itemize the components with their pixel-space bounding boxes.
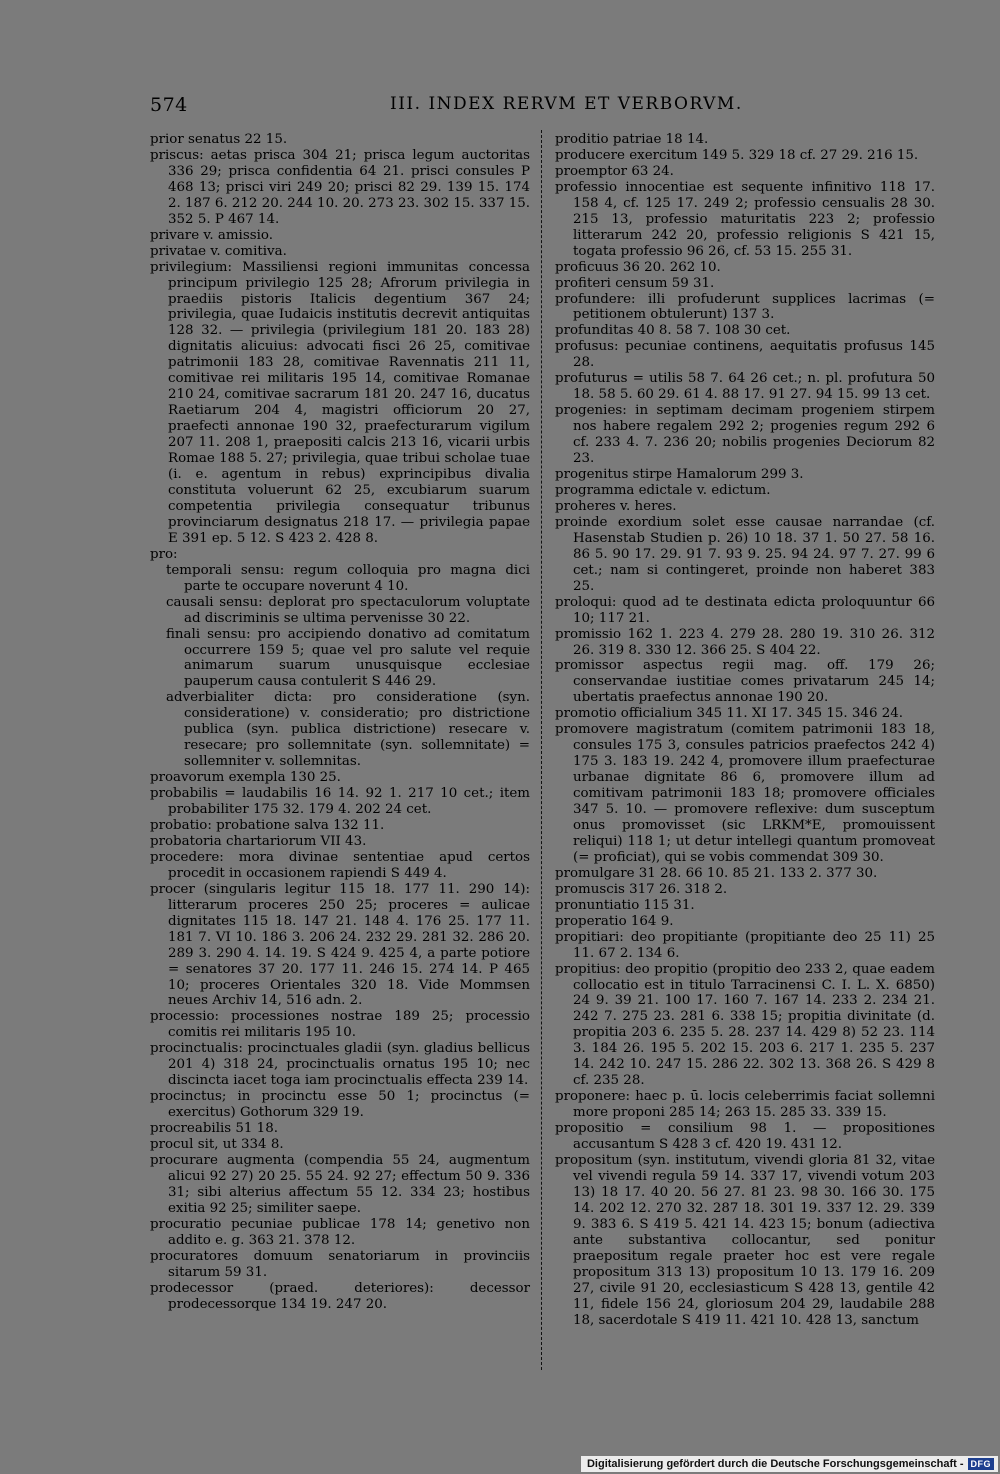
index-entry: profuturus = utilis 58 7. 64 26 cet.; n. pl. profutura 50 18. 58 5. 60 29. 61 4. 88 17. 91 27. 94 15. 99 13 cet. (555, 371, 935, 403)
index-entry: proponere: haec p. ū. locis celeberrimis faciat sollemni more proponi 285 14; 263 15. 285 33. 339 15. (555, 1089, 935, 1121)
index-entry: privatae v. comitiva. (150, 243, 287, 259)
index-entry: procul sit, ut 334 8. (150, 1137, 284, 1153)
index-entry: promissio 162 1. 223 4. 279 28. 280 19. 310 26. 312 26. 319 8. 330 12. 366 25. S 404 22. (555, 626, 935, 658)
funding-footer (581, 1456, 998, 1472)
index-entry: priscus: aetas prisca 304 21; prisca legum auctoritas 336 29; prisca confidentia 64 21. prisci consules P 468 13; prisci viri 249 20; prisci 82 29. 139 15. 174 2. 187 6. 212 20. 244 10. 20. 273 23. 302 15. 337 15. 352 5. P 467 14. (150, 147, 531, 227)
index-entry: promuscis 317 26. 318 2. (555, 881, 728, 897)
page-number: 574 (150, 94, 188, 116)
index-entry: professio innocentiae est sequente infinitivo 118 17. 158 4, cf. 125 17. 249 2; professio censualis 28 30. 215 13, professio maturitatis 223 2; professio litterarum 242 20, professio religionis S 421 15, togata professio 96 26, cf. 53 15. 255 31. (555, 179, 935, 259)
index-entry: procinctus; in procinctu esse 50 1; procinctus (= exercitus) Gothorum 329 19. (150, 1089, 530, 1121)
index-entry: progenitus stirpe Hamalorum 299 3. (555, 467, 804, 483)
index-entry: proinde exordium solet esse causae narrandae (cf. Hasenstab Studien p. 26) 10 18. 37 1. 50 27. 58 16. 86 5. 90 17. 29. 91 7. 93 9. 25. 94 24. 97 7. 27. 99 6 cet.; nam si contingeret, proinde non haberet 383 25. (555, 514, 935, 594)
index-subentry: finali sensu: pro accipiendo donativo ad comitatum occurrere 159 5; quae vel pro salute vel requie animarum suarum unusquisque ecclesiae pauperum causa contulerit S 446 29. (166, 626, 530, 690)
index-entry: probatoria chartariorum VII 43. (150, 833, 367, 849)
index-subentry: adverbialiter dicta: pro consideratione (syn. consideratione) v. consideratio; pro districtione publica (syn. publica districtione) resecare v. resecare; pro sollemnitate (syn. sollemnitate) = sollemniter v. sollemnitas. (166, 690, 530, 770)
index-entry: programma edictale v. edictum. (555, 482, 771, 498)
index-entry: probatio: probatione salva 132 11. (150, 817, 385, 833)
index-entry: probabilis = laudabilis 16 14. 92 1. 217 10 cet.; item probabiliter 175 32. 179 4. 202 24 cet. (150, 786, 530, 818)
index-entry: pronuntiatio 115 31. (555, 897, 695, 913)
dfg-logo: DFG (968, 1458, 995, 1470)
column-divider (541, 130, 543, 1370)
index-entry: proemptor 63 24. (555, 163, 674, 179)
index-entry: proavorum exempla 130 25. (150, 770, 341, 786)
index-entry: privare v. amissio. (150, 227, 273, 243)
index-entry: prodecessor (praed. deteriores): decessor prodecessorque 134 19. 247 20. (150, 1280, 530, 1312)
index-entry: privilegium: Massiliensi regioni immunitas concessa principum privilegio 125 28; Afrorum privilegia in praediis pistoris Italicis degentium 367 24; privilegia, quae Iudaicis institutis decrevit antiquitas 128 32. — privilegia (privilegium 181 20. 183 28) dignitatis alicuius: advocati fisci 26 25, comitivae patrimonii 183 28, comitivae Ravennatis 211 11, comitivae rei militaris 195 14, comitivae Romanae 210 24, comitivae sacrarum 181 20. 247 16, ducatus Raetiarum 204 4, magistri officiorum 20 27, praefecti annonae 190 32, praefecturarum vigilum 207 11. 208 1, praepositi calcis 213 16, vicarii urbis Romae 188 5. 27; privilegia, quae tribui scholae tuae (i. e. agentum in rebus) exprincipibus divalia constituta voluerunt 62 25, excubiarum suarum competentia privilegia consequatur tribunus provinciarum designatus 218 17. — privilegia papae E 391 ep. 5 12. S 423 2. 428 8. (150, 259, 530, 546)
index-entry: propositum (syn. institutum, vivendi gloria 81 32, vitae vel vivendi regula 59 14. 337 17, vivendi votum 203 13) 18 17. 40 20. 56 27. 81 23. 98 30. 166 30. 175 14. 202 12. 270 32. 287 18. 301 19. 337 12. 29. 339 9. 383 6. S 419 5. 421 14. 423 15; bonum (adiectiva ante substantiva collocantur, sed ponitur praepositum regale praeter hoc est vere regale propositum 313 13) propositum 10 13. 179 16. 209 27, civile 91 20, ecclesiasticum S 428 13, gentile 42 11, fidele 156 24, gloriosum 204 29, laudabile 288 18, sacerdotale S 419 11. 421 10. 428 13, sanctum (555, 1153, 935, 1328)
index-entry: procuratores domuum senatoriarum in provinciis sitarum 59 31. (150, 1248, 530, 1280)
running-head: III. INDEX RERVM ET VERBORVM. (390, 94, 743, 114)
index-entry: procer (singularis legitur 115 18. 177 11. 290 14): litterarum proceres 250 25; proceres = aulicae dignitates 115 18. 147 21. 148 4. 176 25. 177 11. 181 7. VI 10. 186 3. 206 24. 232 29. 281 32. 286 20. 289 3. 290 4. 14. 19. S 424 9. 425 4, a parte potiore = senatores 37 20. 177 11. 246 15. 274 14. P 465 10; proceres Orientales 320 18. Vide Mommsen neues Archiv 14, 516 adn. 2. (150, 881, 530, 1009)
index-entry: profunditas 40 8. 58 7. 108 30 cet. (555, 323, 791, 339)
index-entry: producere exercitum 149 5. 329 18 cf. 27 29. 216 15. (555, 147, 919, 163)
index-entry: prior senatus 22 15. (150, 132, 288, 147)
index-entry: profusus: pecuniae continens, aequitatis profusus 145 28. (555, 339, 935, 371)
right-column (555, 132, 935, 1328)
index-entry: proditio patriae 18 14. (555, 132, 709, 147)
index-entry: proficuus 36 20. 262 10. (555, 259, 721, 275)
index-entry: promissor aspectus regii mag. off. 179 26; conservandae iustitiae comes privatarum 245 14; ubertatis praefectus annonae 190 20. (555, 658, 935, 706)
index-entry: propitius: deo propitio (propitio deo 233 2, quae eadem collocatio est in titulo Tarracinensi C. I. L. X. 6850) 24 9. 39 21. 100 17. 160 7. 167 14. 233 2. 234 21. 242 7. 275 23. 281 6. 338 15; propitia divinitate (d. propitia 203 6. 235 5. 28. 237 14. 429 8) 52 23. 114 3. 184 26. 195 5. 202 15. 203 6. 217 1. 235 5. 237 14. 242 10. 247 15. 286 22. 302 13. 368 26. S 429 8 cf. 235 28. (555, 961, 935, 1089)
index-entry: procreabilis 51 18. (150, 1121, 278, 1137)
index-entry: properatio 164 9. (555, 913, 674, 929)
index-entry: progenies: in septimam decimam progeniem stirpem nos habere regalem 292 2; progenies regum 292 6 cf. 233 4. 7. 236 20; nobilis progenies Deciorum 82 23. (555, 403, 935, 467)
index-entry: proloqui: quod ad te destinata edicta proloquuntur 66 10; 117 21. (555, 594, 935, 626)
index-entry: proheres v. heres. (555, 498, 677, 514)
index-entry: profundere: illi profuderunt supplices lacrimas (= petitionem obtulerunt) 137 3. (555, 291, 935, 323)
index-entry: profiteri censum 59 31. (555, 275, 715, 291)
index-entry: pro: (150, 546, 178, 562)
index-entry: procedere: mora divinae sententiae apud certos procedit in occasionem rapiendi S 449 4. (150, 849, 530, 881)
index-entry: promotio officialium 345 11. XI 17. 345 15. 346 24. (555, 706, 904, 722)
index-entry: promovere magistratum (comitem patrimonii 183 18, consules 175 3, consules patricios praefectos 242 4) 175 3. 183 19. 242 4, promovere illum praefecturae urbanae dignitate 86 6, promovere illum ad comitivam patrimonii 183 18; promovere officiales 347 5. 10. — promovere reflexive: dum susceptum onus promovisset (sic LRKM*E, promouissent reliqui) 118 1; ut detur intellegi quantum promoveat (= proficiat), qui se vobis commendat 309 30. (555, 722, 935, 865)
index-entry: promulgare 31 28. 66 10. 85 21. 133 2. 377 30. (555, 865, 878, 881)
index-entry: procinctualis: procinctuales gladii (syn. gladius bellicus 201 4) 318 24, procinctualis ornatus 195 10; nec discincta iacet toga iam procinctualis effecta 239 14. (150, 1041, 530, 1089)
left-column (150, 132, 530, 1313)
index-entry: procurare augmenta (compendia 55 24, augmentum alicui 92 27) 20 25. 55 24. 92 27; effectum 50 9. 336 31; sibi alterius affectum 55 12. 334 23; hostibus exitia 92 25; similiter saepe. (150, 1153, 530, 1216)
footer-text: Digitalisierung gefördert durch die Deutsche Forschungsgemeinschaft - (586, 1458, 964, 1470)
index-entry: procuratio pecuniae publicae 178 14; genetivo non addito e. g. 363 21. 378 12. (150, 1216, 530, 1248)
index-subentry: causali sensu: deplorat pro spectaculorum voluptate ad discriminis se ultima pervenisse 30 22. (166, 594, 530, 626)
index-entry: propitiari: deo propitiante (propitiante deo 25 11) 25 11. 67 2. 134 6. (555, 929, 935, 961)
index-entry: processio: processiones nostrae 189 25; processio comitis rei militaris 195 10. (150, 1009, 530, 1041)
index-subentry: temporali sensu: regum colloquia pro magna dici parte te occupare noverunt 4 10. (166, 562, 530, 594)
index-entry: propositio = consilium 98 1. — propositiones accusantum S 428 3 cf. 420 19. 431 12. (555, 1121, 935, 1153)
